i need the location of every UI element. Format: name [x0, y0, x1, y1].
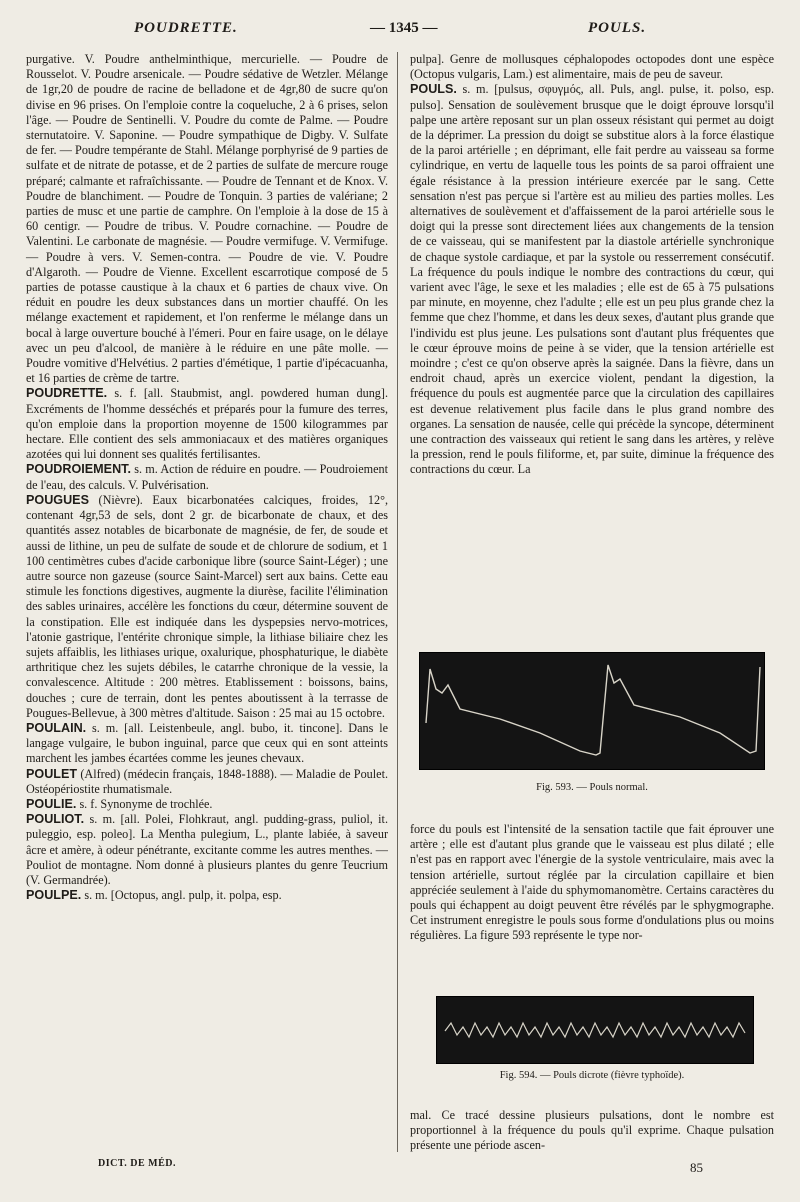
entry-pouls-mal: mal. Ce tracé dessine plusieurs pulsations, dont le nombre est proportionnel à la fréquence du pouls qu'il exprime. Chaque pulsation présente une période ascen-	[410, 1108, 774, 1153]
entry-pougues	[26, 493, 388, 721]
entry-poudre-continued: purgative. V. Poudre anthelminthique, mercurielle. — Poudre de Rousselot. V. Poudre arsenicale. — Poudre sédative de Wetzler. Mélange de 1gr,20 de poudre de racine de belladone et de 4gr,80 de sucre qu'on divise en 96 prises. On l'emploie contre la coqueluche, 2 à 6 prises, selon l'âge. — Poudre de Sentinelli. V. Poudre du comte de Palme. — Poudre sternutatoire. V. Saponine. — Poudre sympathique de Digby. V. Sulfate de fer. — Poudre tempérante de Stahl. Mélange porphyrisé de 9 parties de sulfate et de nitrate de potasse, et de 2 parties de sulfate de mercure rouge préparé; calmante et rafraîchissante. — Poudre de Tennant et de Knox. V. Poudre de blanchiment. — Poudre de Tonquin. 3 parties de valériane; 2 parties de musc et une partie de camphre. On l'emploie à la dose de 15 à 60 centigr. — Poudre de tribus. V. Poudre cornachine. — Poudre de Valentini. Le carbonate de magnésie. — Poudre vermifuge. V. Vermifuge. — Poudre à vers. V. Semen-contra. — Poudre de vie. V. Poudre d'Algaroth. — Poudre de Vienne. Excellent escarrotique composé de 5 parties de potasse caustique à la chaux et 6 parties de chaux vive. On réduit en poudre les deux substances dans un mortier chauffé. On les mélange exactement et rapidement, et l'on renferme le mélange dans un bocal à large ouverture bouché à l'émeri. Pour en faire usage, on le délaye avec un peu d'alcool, de manière à le réduire en une pâte molle. — Poudre vomitive d'Helvétius. 2 parties d'émétique, 1 partie d'ipécacuanha, et 16 parties de crème de tartre.	[26, 52, 388, 386]
headword: POULIOT.	[26, 812, 85, 827]
figure-593-caption: Fig. 593. — Pouls normal.	[536, 782, 648, 793]
figure-593-pulse-trace	[419, 652, 765, 770]
entry-text: s. f. Synonyme de trochlée.	[76, 796, 213, 811]
entry-poulie	[26, 797, 388, 812]
entry-poudrette	[26, 386, 388, 462]
running-head-right: POULS.	[588, 20, 647, 36]
entry-text: (Alfred) (médecin français, 1848-1888). — Maladie de Poulet. Ostéopériostite rhumatismale.	[26, 766, 388, 796]
headword: POULIE.	[26, 796, 77, 811]
entry-text: s. m. Action de réduire en poudre. — Poudroiement de l'eau, des calculs. V. Pulvérisation.	[26, 462, 388, 492]
entry-text: s. m. [pulsus, σφυγμός, all. Puls, angl. pulse, it. polso, esp. pulso]. Sensation de soulèvement brusque que le doigt éprouve lorsqu'il palpe une artère reposant sur un plan osseux résistant qui permet au doigt de la déprimer. La pression du doigt se substitue alors à la force élastique de la paroi artérielle ; en déprimant, elle fait perdre au vaisseau sa forme cylindrique, en vertu de laquelle tous les points de sa paroi offraient une égale résistance à la pression intérieure exercée par le sang. Cette sensation n'est pas perçue si l'artère est au milieu des parties molles. Les alternatives de soulèvement et d'affaissement de la paroi artérielle sous le doigt qui la presse sont directement liées aux changements de la tension de ce vaisseau, qui se manifestent par la diastole artérielle synchronique de chaque systole cardiaque, et par la systole ou resserrement consécutif. La fréquence du pouls indique le nombre des contractions du cœur, qui varient avec l'âge, le sexe et les maladies ; elle est de 65 à 75 pulsations par minute, en moyenne, chez l'adulte ; elle est un peu plus grande chez la femme que chez l'homme, et dans les deux sexes, d'autant plus grande que l'individu est plus jeune. Les pulsations sont d'autant plus fréquentes que le cœur éprouve moins de peine à se vider, que la tension artérielle est moindre ; c'est ce qu'on observe après la saignée. Dans la fièvre, dans un endroit chaud, après un exercice violent, pendant la digestion, la fréquence du pouls est augmentée parce que la circulation des capillaires est devenue relativement plus facile dans le plus grand nombre des organes. La sensation de nausée, celle qui précède la syncope, déterminent une contraction des vaisseaux qui retient le sang dans les artères, y relève la pression, rend le pouls filiforme, et, par suite, diminue la fréquence des contractions du cœur. La	[410, 82, 774, 477]
figure-594-caption: Fig. 594. — Pouls dicrote (fièvre typhoïde).	[499, 1070, 685, 1081]
entry-text: s. m. [all. Leistenbeule, angl. bubo, it. tincone]. Dans le langage vulgaire, le bubon inguinal, parce que ceux qui en sont atteints marchent les jambes écartées comme les jeunes chevaux.	[26, 720, 388, 766]
entry-pouls	[410, 82, 774, 477]
headword: POULPE.	[26, 888, 82, 903]
entry-poudroiement	[26, 462, 388, 492]
footer-signature: DICT. DE MÉD.	[98, 1158, 176, 1169]
headword: POUDROIEMENT.	[26, 462, 131, 477]
headword: POUGUES	[26, 492, 89, 507]
entry-pouliot	[26, 812, 388, 888]
entry-text: (Nièvre). Eaux bicarbonatées calciques, froides, 12°, contenant 4gr,53 de sels, dont 2 gr. de bicarbonate de chaux, et des quantités assez notables de bicarbonate de magnésie, de fer, de soude et aussi de lithine, un peu de sulfate de soude et de chlorure de sodium, et 1 100 centimètres cubes d'acide carbonique libre (source Saint-Léger) ; une autre source non gazeuse (source Saint-Marcel) sert aux bains. Cette eau stimule les fonctions digestives, augmente la diurèse, facilite l'élimination des sables urinaires, accélère les fonctions du cœur, détermine souvent de la constipation. Elle est indiquée dans les dyspepsies nervo-motrices, l'atonie gastrique, l'entérite chronique simple, la lithiase biliaire chez les sujets affaiblis, les lithiases urique, oxalurique, phosphaturique, le diabète arthritique chez les sujets débiles, le catarrhe chronique de la vessie, la convalescence. Altitude : 200 mètres. Etablissement : boissons, bains, douches ; cure de terrain, dont les pentes aboutissent à la terrasse de Pougues-Bellevue, à 300 mètres d'altitude. Saison : 25 mai au 15 octobre.	[26, 492, 388, 720]
left-column	[26, 52, 388, 903]
footer-sheet-number: 85	[690, 1160, 703, 1175]
entry-text: s. f. [all. Staubmist, angl. powdered human dung]. Excréments de l'homme desséchés et préparés pour la fumure des terres, qu'on emploie dans la proportion moyenne de 1500 kilogrammes par hectare. Elle contient des sels ammoniacaux et des matières organiques azotées qui lui donnent ses qualités fertilisantes.	[26, 386, 388, 462]
pulse-normal-trace	[420, 653, 764, 769]
page-number: — 1345 —	[370, 20, 438, 36]
entry-poulet	[26, 767, 388, 797]
headword: POUDRETTE.	[26, 386, 108, 401]
running-head-left: POUDRETTE.	[134, 20, 238, 36]
entry-poulpe-continued: pulpa]. Genre de mollusques céphalopodes octopodes dont une espèce (Octopus vulgaris, Lam.) est alimentaire, mais de peu de saveur.	[410, 52, 774, 82]
entry-text: s. m. [all. Polei, Flohkraut, angl. pudding-grass, puliol, it. puleggio, esp. poleo]. La Mentha pulegium, L., plante labiée, à saveur âcre et amère, à odeur pénétrante, excitante comme les autres menthes. — Pouliot de montagne. Nom donné à plusieurs plantes du genre Teucrium (V. Germandrée).	[26, 812, 388, 887]
pulse-dicrotic-trace	[437, 997, 753, 1063]
headword: POULS.	[410, 82, 457, 97]
entry-pouls-force: force du pouls est l'intensité de la sensation tactile que fait éprouver une artère ; elle est d'autant plus grande que le vaisseau est plus dilaté ; elle n'est pas en rapport avec l'énergie de la systole ventriculaire, mais avec la tension artérielle, surtout réglée par la circulation capillaire et bien appréciée seulement à l'aide du sphymomanomètre. Certains caractères du pouls qui échappent au doigt peuvent être révélés par le sphygmographe. Cet instrument enregistre le pouls sous forme d'ondulations plus ou moins régulières. La figure 593 représente le type nor-	[410, 822, 774, 943]
page-header	[0, 20, 800, 46]
headword: POULET	[26, 766, 78, 781]
right-column	[410, 52, 774, 632]
figure-594-pulse-trace	[436, 996, 754, 1064]
column-divider	[397, 52, 398, 1152]
entry-poulain	[26, 721, 388, 767]
entry-text: s. m. [Octopus, angl. pulp, it. polpa, esp.	[81, 888, 282, 903]
entry-poulpe	[26, 888, 388, 903]
headword: POULAIN.	[26, 720, 87, 735]
